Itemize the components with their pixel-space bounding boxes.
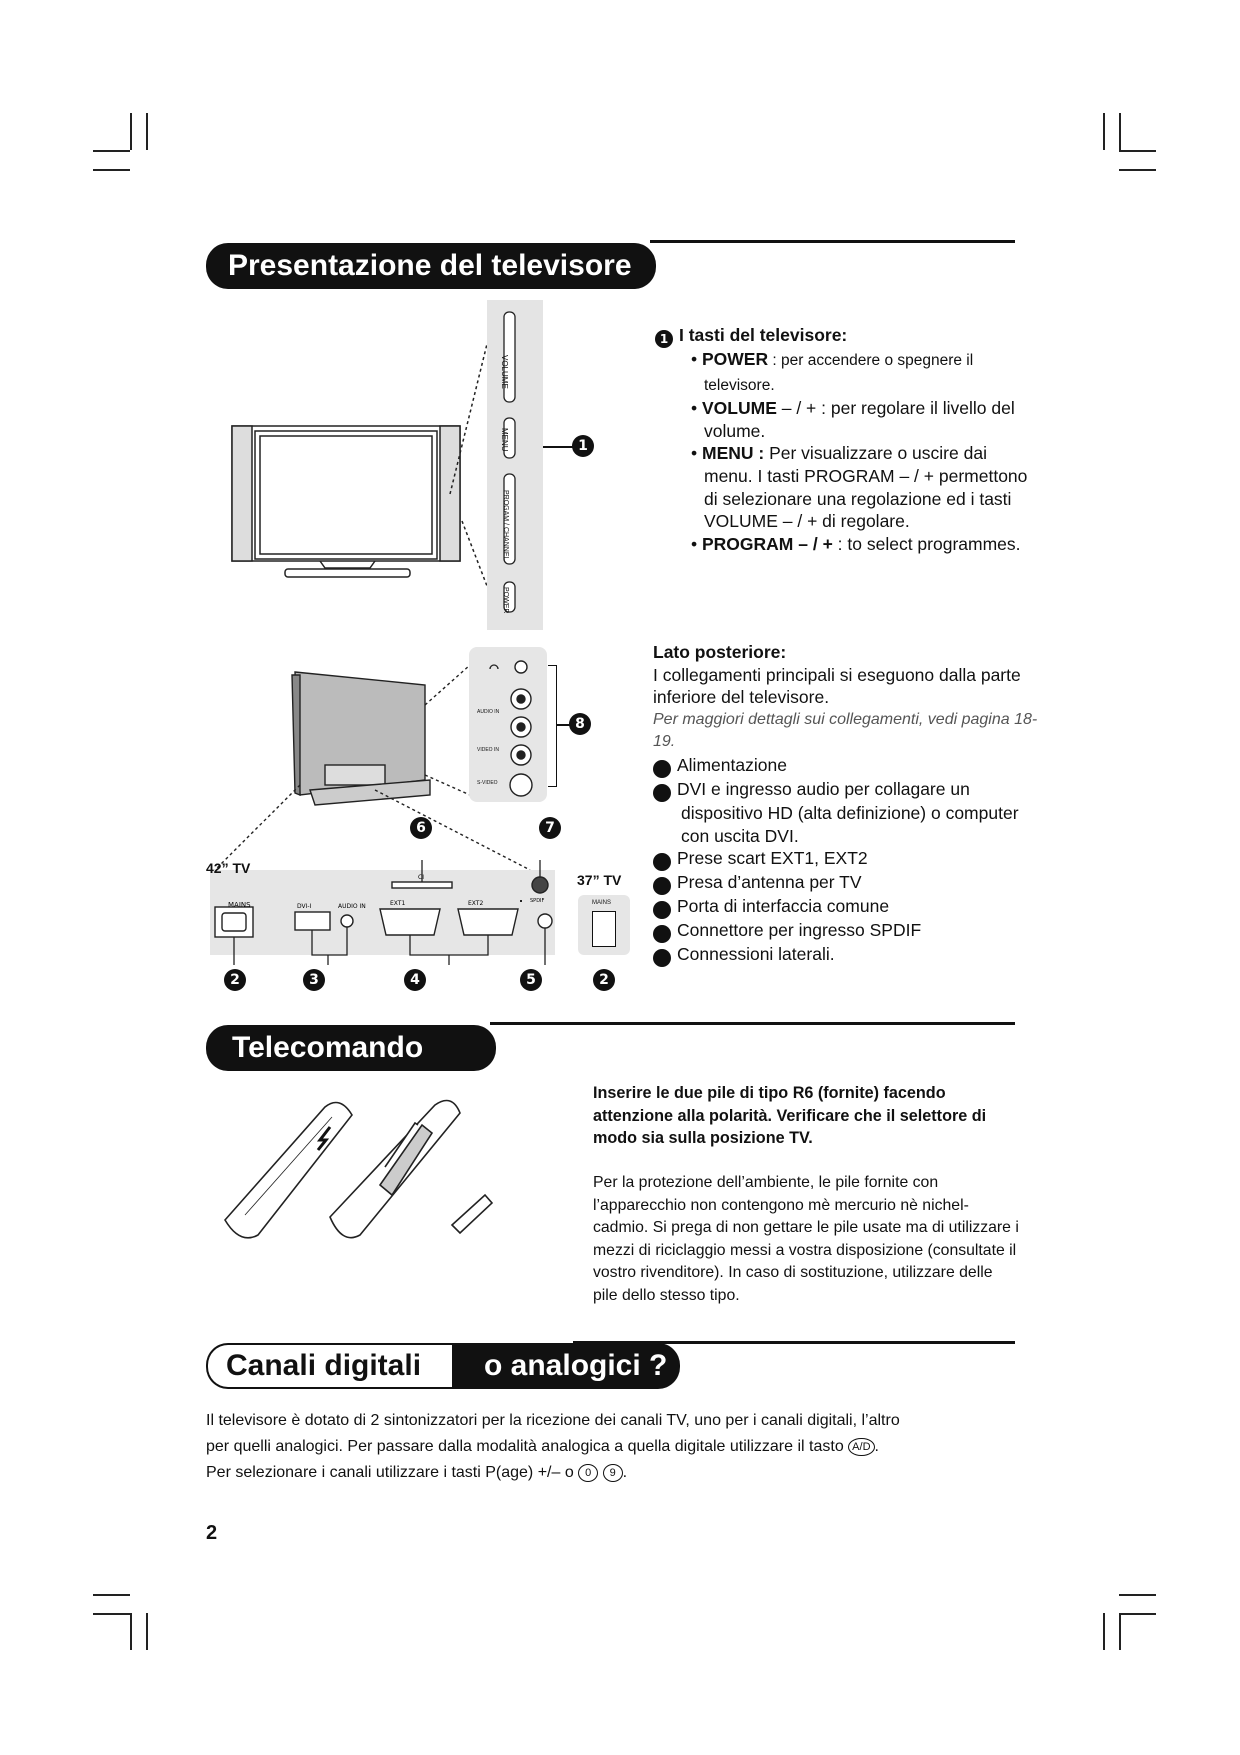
lato-item-num: 5 <box>653 877 671 895</box>
crop-mark <box>1119 169 1156 171</box>
tasti-item: • MENU : Per visualizzare o uscire dai menu. I tasti PROGRAM – / + permettono di selezionare una regolazione ed i tasti VOLUME – / + di regolare. <box>691 443 1028 532</box>
tv-37-label: 37” TV <box>577 872 622 888</box>
side-audio-label: AUDIO IN <box>477 709 500 715</box>
lato-item-num: 3 <box>653 784 671 802</box>
canali-title-right: o analogici ? <box>452 1343 680 1389</box>
lato-item-text: Porta di interfaccia comune <box>677 896 890 917</box>
lato-item-num: 2 <box>653 760 671 778</box>
tasti-block <box>655 324 1035 555</box>
tasti-heading <box>655 324 1035 348</box>
crop-mark <box>93 169 130 171</box>
callout-4: 4 <box>404 969 426 991</box>
callout-5: 5 <box>520 969 542 991</box>
ad-key-icon: A/D <box>848 1438 874 1456</box>
panel-label-program: PROGAM / CHANNEL <box>502 490 509 561</box>
crop-mark <box>1119 1613 1156 1615</box>
tasti-item-text: – / + : per regolare il livello del volume. <box>704 398 1015 441</box>
crop-mark <box>1103 1613 1105 1650</box>
canali-text <box>206 1408 1026 1486</box>
lato-intro: I collegamenti principali si eseguono dalla parte inferiore del televisore. <box>653 664 1021 708</box>
lato-item-num: 8 <box>653 949 671 967</box>
canali-line-3-end: . <box>622 1464 628 1481</box>
tasti-heading-text: I tasti del televisore: <box>679 325 848 345</box>
lato-item <box>643 778 1043 847</box>
canali-line-2-text: per quelli analogici. Per passare dalla modalità analogica a quella digitale utilizzare il tasto <box>206 1438 844 1455</box>
port-label-audio: AUDIO IN <box>338 903 366 910</box>
lato-item-text: Alimentazione <box>677 754 787 775</box>
tasti-item: • POWER : per accendere o spegnere il televisore. <box>691 349 974 394</box>
lato-note: Per maggiori dettagli sui collegamenti, vedi pagina 18-19. <box>653 710 1038 751</box>
port-label-spdif: SPDIF <box>530 898 545 904</box>
lato-item <box>643 871 1043 895</box>
crop-mark <box>146 113 148 150</box>
tasti-item-label: MENU : <box>702 443 765 464</box>
lato-item-text: Connessioni laterali. <box>677 944 835 965</box>
tasti-item-text: : per accendere o spegnere il televisore. <box>704 352 974 394</box>
section-title: Telecomando <box>206 1025 496 1071</box>
section-header-canali <box>206 1343 681 1389</box>
canali-line-2-end: . <box>874 1438 879 1455</box>
side-video-label: VIDEO IN <box>477 747 499 753</box>
callout-1: 1 <box>572 435 594 457</box>
page-number: 2 <box>206 1522 218 1544</box>
lato-block <box>643 641 1043 967</box>
lato-item-text: Prese scart EXT1, EXT2 <box>677 848 868 869</box>
mains-label-42: MAINS <box>228 901 251 909</box>
side-jacks-svg <box>469 647 547 802</box>
crop-mark <box>93 1594 130 1596</box>
crop-mark <box>130 113 132 150</box>
section-rule <box>650 240 1015 243</box>
section-header-telecomando <box>206 1025 496 1071</box>
crop-mark <box>1119 150 1156 152</box>
lato-item <box>643 847 1043 871</box>
crop-mark <box>93 150 130 152</box>
callout-2: 2 <box>224 969 246 991</box>
remote-bold-text: Inserire le due pile di tipo R6 (fornite) facendo attenzione alla polarità. Verificare che il selettore di modo sia sulla posizione TV. <box>593 1084 987 1148</box>
crop-mark <box>130 1613 132 1650</box>
tasti-item-label: PROGRAM – / + <box>702 533 833 554</box>
canali-line-3 <box>206 1460 1026 1486</box>
callout-3: 3 <box>303 969 325 991</box>
crop-mark <box>1119 1594 1156 1596</box>
crop-mark <box>1103 113 1105 150</box>
tasti-item: • PROGRAM – / + : to select programmes. <box>691 533 1021 554</box>
side-buttons-svg <box>487 300 543 630</box>
section-rule <box>490 1022 1015 1025</box>
lato-item <box>643 754 1043 778</box>
callout-7: 7 <box>539 817 561 839</box>
side-svhs-label: S-VIDEO <box>477 780 498 786</box>
crop-mark <box>1119 113 1121 150</box>
canali-line-3-text: Per selezionare i canali utilizzare i tasti P(age) +/– o <box>206 1464 574 1481</box>
tasti-item-text: : to select programmes. <box>832 533 1021 554</box>
lato-item-num: 7 <box>653 925 671 943</box>
lato-item-num: 4 <box>653 853 671 871</box>
section-header-presentazione <box>206 243 656 289</box>
tasti-item-label: POWER <box>702 349 769 369</box>
lato-item-num: 6 <box>653 901 671 919</box>
port-label-ci: CI <box>418 874 424 881</box>
callout-6: 6 <box>410 817 432 839</box>
lato-item <box>643 895 1043 919</box>
callout-8: 8 <box>569 713 591 735</box>
panel-label-volume: VOLUME <box>500 355 509 389</box>
lato-item-text: Presa d’antenna per TV <box>677 872 862 893</box>
section-title: Presentazione del televisore <box>206 243 656 289</box>
canali-title-left: Canali digitali <box>206 1343 454 1389</box>
lato-heading: Lato posteriore: <box>653 642 787 662</box>
port-label-ext1: EXT1 <box>390 900 406 907</box>
lato-item-text: DVI e ingresso audio per collagare un dispositivo HD (alta definizione) o computer con uscita DVI. <box>677 778 1019 846</box>
panel-label-power: POWER <box>502 587 509 614</box>
key-0-icon: 0 <box>578 1464 598 1482</box>
tv-42-label: 42” TV <box>206 860 251 876</box>
side-control-panel <box>487 300 543 630</box>
lato-item <box>643 943 1043 967</box>
callout-line <box>543 446 573 448</box>
canali-line-1: Il televisore è dotato di 2 sintonizzatori per la ricezione dei canali TV, uno per i canali digitali, l’altro <box>206 1412 900 1429</box>
mains-label-37: MAINS <box>592 900 612 906</box>
lato-item <box>643 919 1043 943</box>
port-label-ext2: EXT2 <box>468 900 484 907</box>
crop-mark <box>1119 1613 1121 1650</box>
mains-37-panel <box>578 895 630 955</box>
side-connections-panel <box>469 647 547 802</box>
key-9-icon: 9 <box>603 1464 623 1482</box>
tasti-num: 1 <box>655 330 673 348</box>
lato-item-text: Connettore per ingresso SPDIF <box>677 920 922 941</box>
panel-label-menu: MENU <box>500 428 509 452</box>
crop-mark <box>93 1613 130 1615</box>
callout-2-37: 2 <box>593 969 615 991</box>
port-label-dvi: DVI-I <box>297 903 312 910</box>
tasti-item-label: VOLUME <box>702 398 777 419</box>
tasti-item-text: Per visualizzare o uscire dai menu. I tasti PROGRAM – / + permettono di selezionare una regolazione ed i tasti VOLUME – / + di regolare. <box>704 443 1028 532</box>
remote-battery-illustration <box>220 1095 550 1265</box>
crop-mark <box>146 1613 148 1650</box>
canali-line-2 <box>206 1434 1026 1460</box>
mains-socket-37 <box>592 911 616 947</box>
tasti-item: • VOLUME – / + : per regolare il livello del volume. <box>691 398 1015 441</box>
bracket-8 <box>548 665 557 787</box>
remote-env-text: Per la protezione dell’ambiente, le pile fornite con l’apparecchio non contengono mè mercurio nè nichel-cadmio. Si prega di non gettare le pile usate ma di utilizzare i mezzi di riciclaggio messi a vostra disposizione (consultate il vostro rivenditore). In caso di sostituzione, utilizzare delle pile dello stesso tipo. <box>593 1174 1019 1304</box>
